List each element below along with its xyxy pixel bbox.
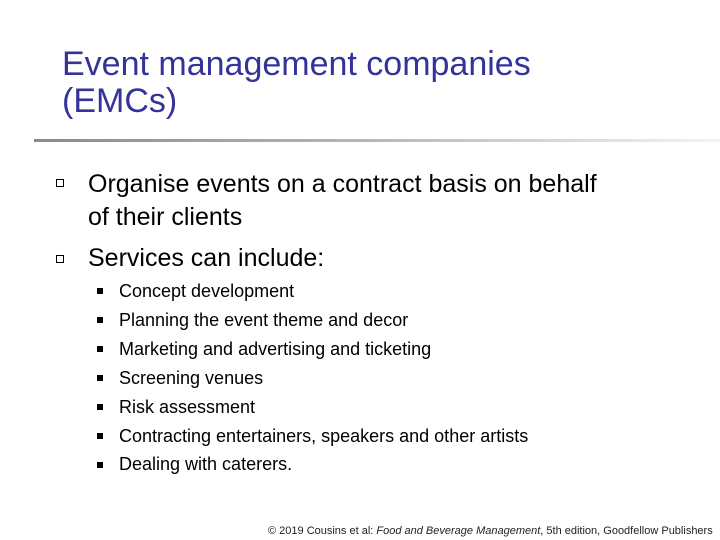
bullet-line: Organise events on a contract basis on behalf xyxy=(88,170,597,198)
filled-square-bullet-icon xyxy=(97,462,103,468)
hollow-square-bullet-icon xyxy=(56,255,64,263)
footer-book-title: Food and Beverage Management xyxy=(376,525,541,537)
bullet-item xyxy=(88,242,688,275)
filled-square-bullet-icon xyxy=(97,288,103,294)
sub-bullet-item: Risk assessment xyxy=(119,397,256,417)
filled-square-bullet-icon xyxy=(97,346,103,352)
bullet-item xyxy=(88,168,688,234)
filled-square-bullet-icon xyxy=(97,375,103,381)
filled-square-bullet-icon xyxy=(97,317,103,323)
bullet-line: of their clients xyxy=(88,203,243,231)
sub-bullet-item: Contracting entertainers, speakers and other artists xyxy=(119,426,529,446)
sub-bullet-item: Dealing with caterers. xyxy=(119,454,293,474)
bullet-line: Services can include: xyxy=(88,244,325,272)
filled-square-bullet-icon xyxy=(97,404,103,410)
footer-prefix: © 2019 Cousins et al: xyxy=(268,525,377,537)
copyright-footer xyxy=(268,524,713,538)
sub-bullet-item: Planning the event theme and decor xyxy=(119,310,409,330)
footer-suffix: , 5th edition, Goodfellow Publishers xyxy=(540,525,713,537)
filled-square-bullet-icon xyxy=(97,433,103,439)
sub-bullet-item: Marketing and advertising and ticketing xyxy=(119,339,432,359)
slide-title-line-2: (EMCs) xyxy=(62,82,178,120)
sub-bullet-item: Concept development xyxy=(119,281,295,301)
hollow-square-bullet-icon xyxy=(56,179,64,187)
slide-title-line-1: Event management companies xyxy=(62,45,531,83)
sub-bullet-item: Screening venues xyxy=(119,368,264,388)
